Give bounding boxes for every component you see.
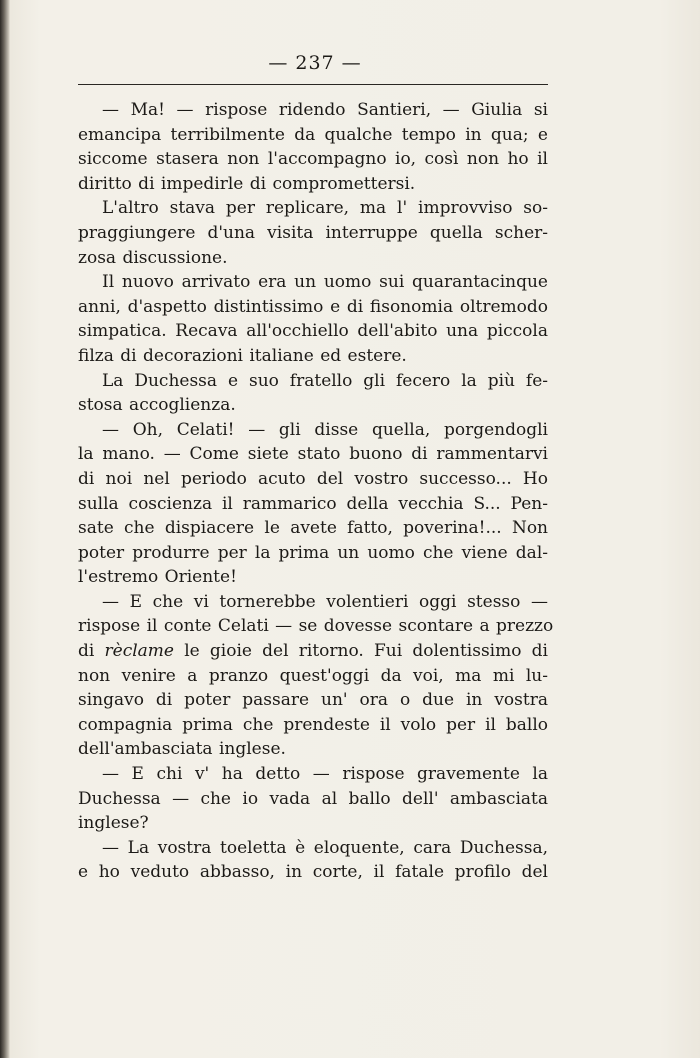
text-line: diritto di impedirle di compromettersi. <box>78 173 416 194</box>
header-rule <box>78 84 548 85</box>
text-line: — La vostra toeletta è eloquente, cara Duchessa, <box>102 837 548 858</box>
text-line: — Oh, Celati! — gli disse quella, porgendogli <box>102 419 548 440</box>
text-line: di noi nel periodo acuto del vostro successo... Ho <box>78 468 548 489</box>
text-line <box>78 639 548 664</box>
text-line: L'altro stava per replicare, ma l' improvviso so- <box>102 198 548 219</box>
text-line: — Ma! — rispose ridendo Santieri, — Giulia si <box>102 100 548 120</box>
text-line: compagnia prima che prendeste il volo per il ballo <box>78 714 548 735</box>
text-line: simpatica. Recava all'occhiello dell'abito una piccola <box>78 321 548 342</box>
text-line: La Duchessa e suo fratello gli fecero la più fe- <box>102 370 548 391</box>
text-line: inglese? <box>78 813 149 834</box>
text-line: rispose il conte Celati — se dovesse scontare a prezzo <box>78 616 554 637</box>
text-line: Il nuovo arrivato era un uomo sui quarantacinque <box>102 272 548 293</box>
text-line: poter produrre per la prima un uomo che viene dal- <box>78 542 548 563</box>
text-line: praggiungere d'una visita interruppe quella scher- <box>78 222 548 243</box>
text-line: sulla coscienza il rammarico della vecchia S... Pen- <box>78 493 548 514</box>
text-line: la mano. — Come siete stato buono di rammentarvi <box>78 444 548 465</box>
text-line: filza di decorazioni italiane ed estere. <box>78 345 407 366</box>
text-segment: di <box>78 641 105 662</box>
text-line: l'estremo Oriente! <box>78 567 237 588</box>
text-line: emancipa terribilmente da qualche tempo in qua; e <box>78 124 548 145</box>
text-line: — E chi v' ha detto — rispose gravemente la <box>102 764 548 785</box>
text-line: sate che dispiacere le avete fatto, poverina!... Non <box>78 518 548 539</box>
text-line: singavo di poter passare un' ora o due in vostra <box>78 690 548 711</box>
text-line: Duchessa — che io vada al ballo dell' ambasciata <box>78 788 548 809</box>
page-number: — 237 — <box>268 52 362 74</box>
binding-edge <box>0 0 10 1058</box>
text-line: siccome stasera non l'accompagno io, così non ho il <box>78 149 548 170</box>
text-line: dell'ambasciata inglese. <box>78 739 286 760</box>
text-line: non venire a pranzo quest'oggi da voi, ma mi lu- <box>78 665 548 686</box>
body-text <box>78 98 554 885</box>
text-line: e ho veduto abbasso, in corte, il fatale profilo del <box>78 862 548 883</box>
text-line: stosa accoglienza. <box>78 395 236 416</box>
text-line: anni, d'aspetto distintissimo e di fisonomia oltremodo <box>78 296 548 317</box>
italic-term: rèclame <box>104 641 174 662</box>
text-line: — E che vi tornerebbe volentieri oggi stesso — <box>102 591 548 612</box>
text-line: zosa discussione. <box>78 247 228 268</box>
text-segment: le gioie del ritorno. Fui dolentissimo di <box>174 641 548 662</box>
